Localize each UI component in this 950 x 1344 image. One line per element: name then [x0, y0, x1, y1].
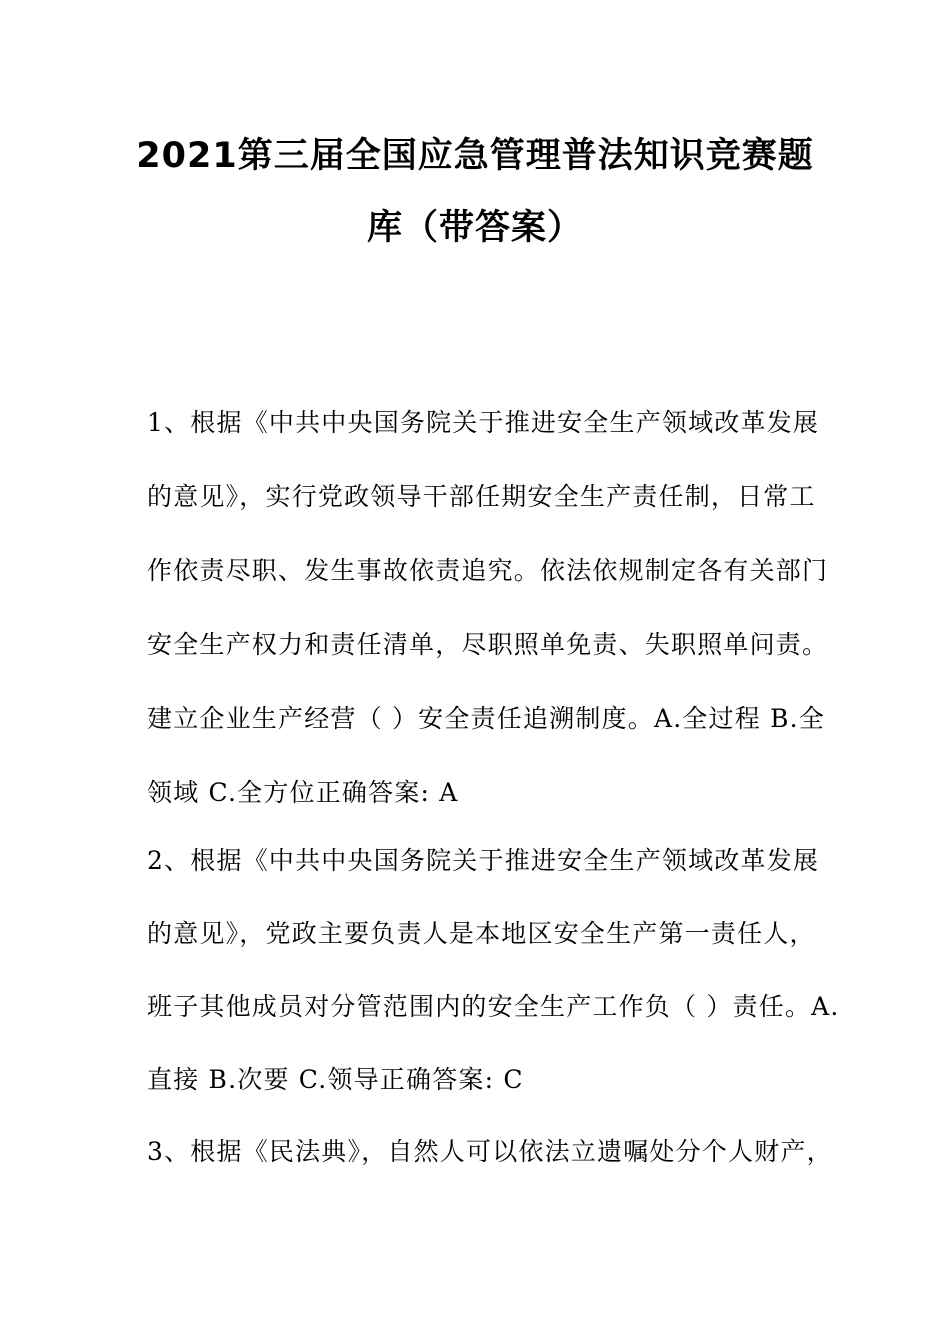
question-2-line: 的意见》，党政主要负责人是本地区安全生产第一责任人， — [147, 919, 816, 948]
question-1-line: 的意见》，实行党政领导干部任期安全生产责任制，日常工 — [147, 482, 816, 511]
question-2-line: 2、根据《中共中央国务院关于推进安全生产领域改革发展 — [147, 846, 820, 875]
question-1 — [147, 408, 827, 808]
document-title-line-2: 库（带答案） — [366, 208, 583, 248]
question-2-line: 直接 B.次要 C.领导正确答案: C — [147, 1065, 524, 1094]
document-title-line-1: 2021第三届全国应急管理普法知识竞赛题 — [136, 136, 814, 176]
question-2-line: 班子其他成员对分管范围内的安全生产工作负（ ）责任。A. — [147, 992, 840, 1021]
question-1-line: 建立企业生产经营（ ）安全责任追溯制度。A.全过程 B.全 — [147, 704, 826, 733]
question-1-line: 安全生产权力和责任清单，尽职照单免责、失职照单问责。 — [147, 630, 829, 659]
question-1-line: 领域 C.全方位正确答案: A — [147, 778, 459, 807]
question-2 — [147, 846, 840, 1095]
question-3-line: 3、根据《民法典》，自然人可以依法立遗嘱处分个人财产， — [147, 1137, 833, 1166]
question-1-line: 1、根据《中共中央国务院关于推进安全生产领域改革发展 — [147, 408, 820, 437]
question-3 — [147, 1137, 833, 1167]
question-1-line: 作依责尽职、发生事故依责追究。依法依规制定各有关部门 — [147, 556, 829, 585]
